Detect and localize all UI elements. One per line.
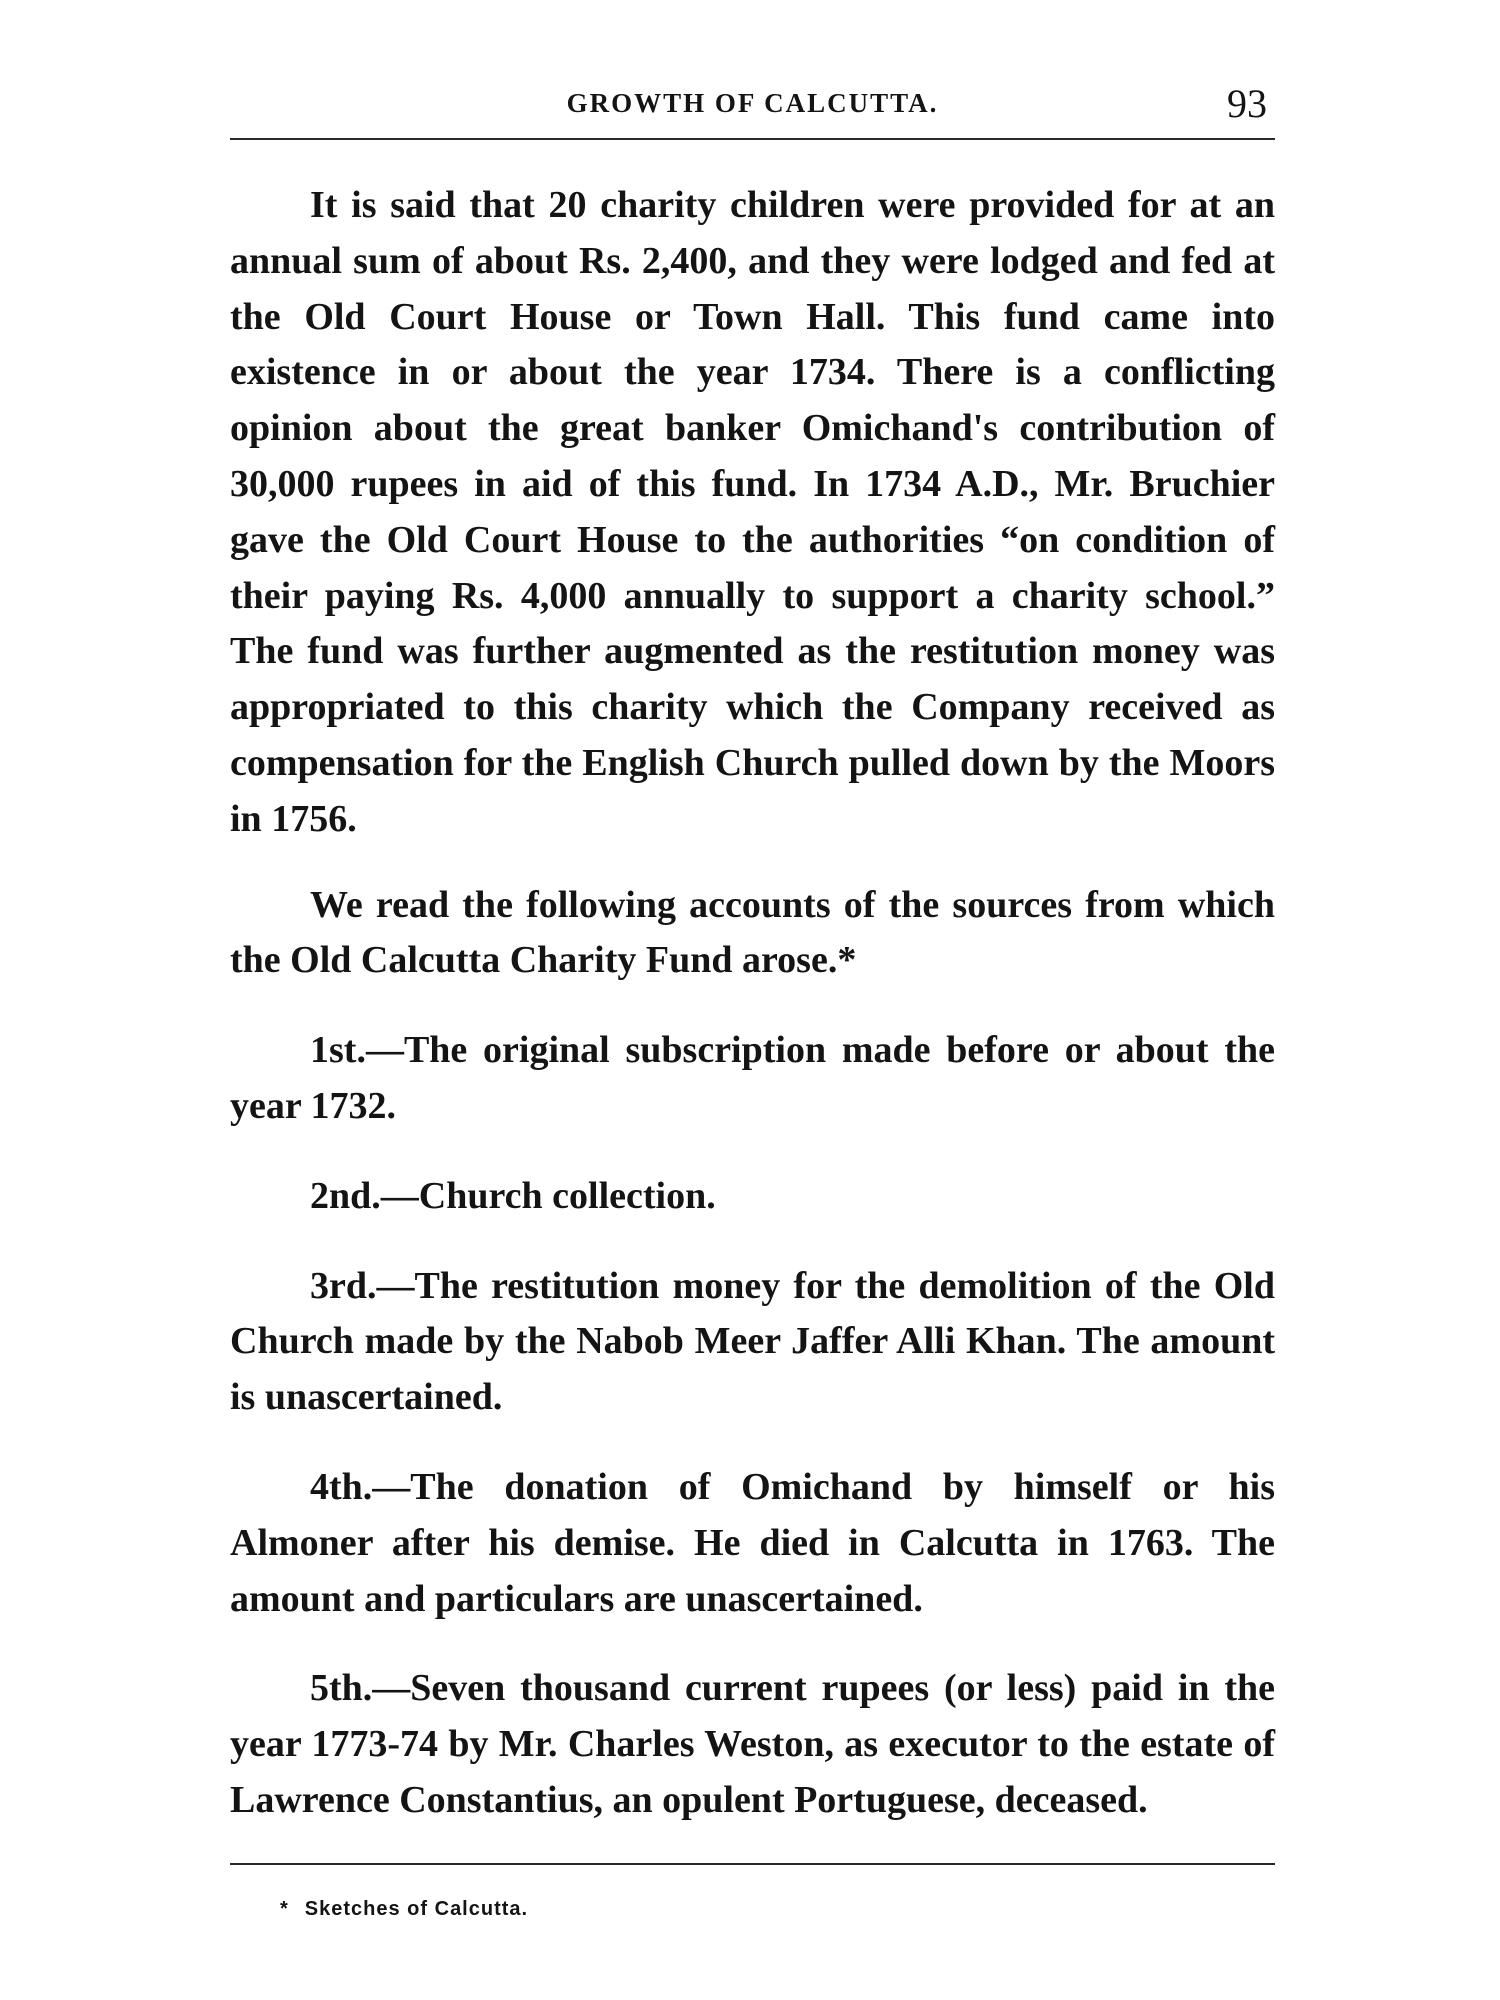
paragraph-source-2nd: 2nd.—Church collection. <box>310 1174 716 1217</box>
paragraph-accounts-intro: We read the following accounts of the sources from which the Old Calcutta Charity Fund arose.* <box>230 883 1275 982</box>
page-number: 93 <box>1227 81 1267 126</box>
running-title: GROWTH OF CALCUTTA. <box>566 88 939 118</box>
footnote-marker: * <box>280 1898 289 1920</box>
header-rule <box>230 138 1275 140</box>
paragraph-charity-fund-history: It is said that 20 charity children were provided for at an annual sum of about Rs. 2,400, and they were lodged and fed at the Old Court House or Town Hall. This fund came into existence in or about the year 1734. There is a conflicting opinion about the great banker Omichand's contribution of 30,000 rupees in aid of this fund. In 1734 A.D., Mr. Bruchier gave the Old Court House to the authorities “on condition of their paying Rs. 4,000 annually to support a charity school.” The fund was further augmented as the restitution money was appropriated to this charity which the Company received as compensation for the English Church pulled down by the Moors in 1756. <box>230 184 1275 840</box>
footnote <box>280 1898 528 1921</box>
paragraph-source-3rd: 3rd.—The restitution money for the demolition of the Old Church made by the Nabob Meer Jaffer Alli Khan. The amount is unascertained. <box>230 1264 1275 1419</box>
paragraph-source-4th: 4th.—The donation of Omichand by himself or his Almoner after his demise. He died in Calcutta in 1763. The amount and particulars are unascertained. <box>230 1465 1275 1620</box>
paragraph-source-5th: 5th.—Seven thousand current rupees (or less) paid in the year 1773-74 by Mr. Charles Weston, as executor to the estate of Lawrence Constantius, an opulent Portuguese, deceased. <box>230 1667 1275 1821</box>
footnote-text: Sketches of Calcutta. <box>304 1898 529 1920</box>
page-header <box>230 80 1275 130</box>
body-text <box>230 178 1275 1863</box>
paragraph-source-1st: 1st.—The original subscription made before or about the year 1732. <box>230 1029 1275 1127</box>
footnote-rule <box>230 1863 1275 1865</box>
